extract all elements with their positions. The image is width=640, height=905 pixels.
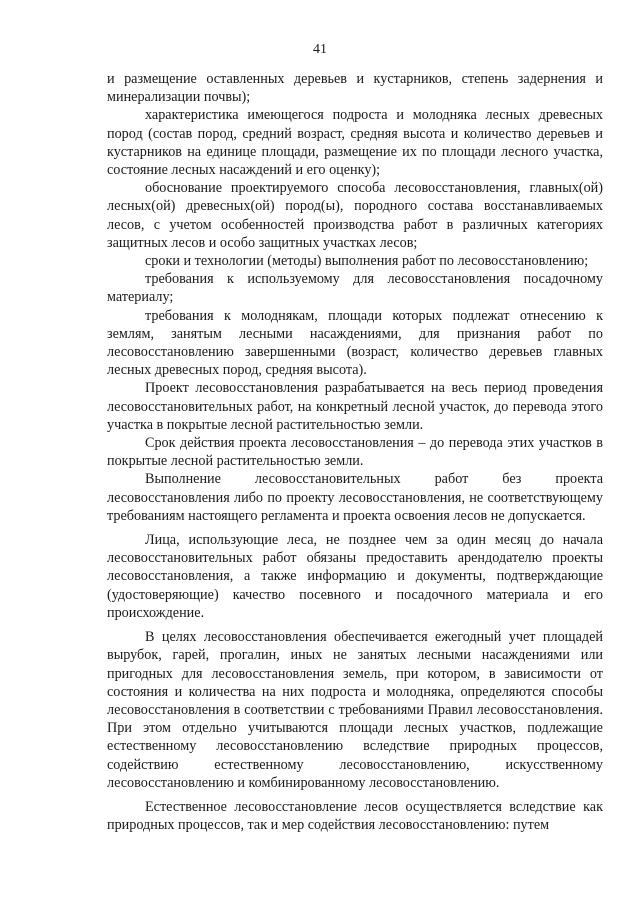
- paragraph: и размещение оставленных деревьев и кустарников, степень задернения и минерализации почвы);: [107, 71, 603, 106]
- body-text: [107, 70, 603, 834]
- paragraph: сроки и технологии (методы) выполнения работ по лесовосстановлению;: [145, 253, 589, 270]
- paragraph: Естественное лесовосстановление лесов осуществляется вследствие как природных процессов, так и мер содействия лесовосстановлению: путем: [107, 798, 603, 834]
- paragraph: Выполнение лесовосстановительных работ без проекта лесовосстановления либо по проекту лесовосстановления, не соответствующему требованиям настоящего регламента и проекта освоения лесов не допускается.: [107, 471, 603, 524]
- paragraph: требования к молоднякам, площади которых подлежат отнесению к землям, занятым лесными насаждениями, для признания работ по лесовосстановлению завершенными (возраст, количество деревьев главных лесных древесных пород, средняя высота).: [107, 307, 603, 379]
- page-number: 41: [313, 42, 327, 57]
- paragraph: обоснование проектируемого способа лесовосстановления, главных(ой) лесных(ой) древесных(ой) пород(ы), породного состава восстанавливаемых лесов, с учетом особенностей производства работ в различных категориях защитных лесов и особо защитных участках лесов;: [107, 180, 603, 251]
- paragraph: Лица, использующие леса, не позднее чем за один месяц до начала лесовосстановительных работ обязаны предоставить арендодателю проекты лесовосстановления, а также информацию и документы, подтверждающие (удостоверяющие) качество посевного и посадочного материала и его происхождение.: [107, 532, 603, 621]
- paragraph: Проект лесовосстановления разрабатывается на весь период проведения лесовосстановительных работ, на конкретный лесной участок, до перевода этого участка в покрытые лесной растительностью земли.: [107, 380, 603, 433]
- paragraph: В целях лесовосстановления обеспечивается ежегодный учет площадей вырубок, гарей, прогалин, иных не занятых лесными насаждениями или пригодных для лесовосстановления земель, при котором, в зависимости от состояния и количества на них подроста и молодняка, определяются способы лесовосстановления в соответствии с требованиями Правил лесовосстановления. При этом отдельно учитываются площади лесных участков, подлежащие естественному лесовосстановлению вследствие природных процессов, содействию естественному лесовосстановлению, искусственному лесовосстановлению и комбинированному лесовосстановлению.: [107, 629, 603, 791]
- paragraph: Срок действия проекта лесовосстановления – до перевода этих участков в покрытые лесной растительностью земли.: [107, 435, 603, 470]
- paragraph: характеристика имеющегося подроста и молодняка лесных древесных пород (состав пород, средний возраст, средняя высота и количество деревьев и кустарников на единице площади, размещение их по площади лесного участка, состояние лесных насаждений и его оценку);: [107, 107, 603, 179]
- paragraph: требования к используемому для лесовосстановления посадочному материалу;: [107, 271, 603, 306]
